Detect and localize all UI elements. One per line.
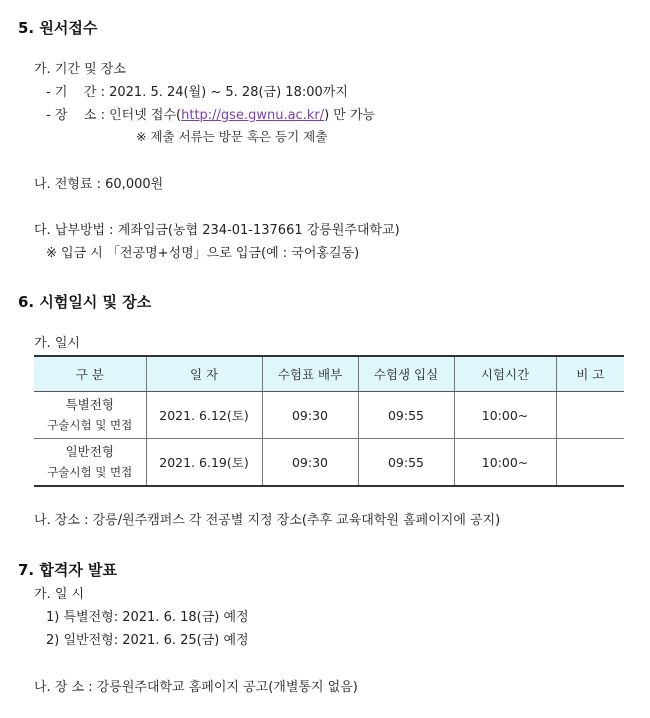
application-place	[46, 104, 375, 123]
exam-time-cell: 10:00~	[454, 439, 556, 487]
remarks-cell	[556, 392, 624, 439]
s7-date-heading: 가. 일 시	[34, 587, 85, 602]
table-row	[34, 392, 624, 439]
s5-period-place-heading: 가. 기간 및 장소	[34, 62, 126, 77]
website-link[interactable]: http://gse.gwnu.ac.kr/	[181, 108, 325, 123]
col-header-entry: 수험생 입실	[358, 356, 454, 392]
col-header-remarks: 비 고	[556, 356, 624, 392]
exam-place: 나. 장소 : 강릉/원주캠퍼스 각 전공별 지정 장소(추후 교육대학원 홈페이지에 공지)	[34, 513, 501, 528]
entry-cell: 09:55	[358, 439, 454, 487]
s6-date-heading: 가. 일시	[34, 336, 80, 351]
ticket-cell: 09:30	[262, 439, 358, 487]
table-header-row	[34, 356, 624, 392]
category-cell	[34, 392, 146, 439]
payment-note: ※ 입금 시 「전공명+성명」으로 입금(예 : 국어홍길동)	[46, 246, 360, 261]
col-header-category: 구 분	[34, 356, 146, 392]
category-type: 특별전형	[65, 397, 114, 412]
remarks-cell	[556, 439, 624, 487]
announcement-general: 2) 일반전형: 2021. 6. 25(금) 예정	[46, 633, 249, 648]
place-prefix: - 장 소 : 인터넷 접수(	[46, 108, 182, 123]
category-type: 일반전형	[65, 444, 114, 459]
date-cell: 2021. 6.19(토)	[146, 439, 262, 487]
section-5-title: 5. 원서접수	[18, 19, 98, 37]
section-7-title: 7. 합격자 발표	[18, 561, 118, 579]
application-fee: 나. 전형료 : 60,000원	[34, 177, 164, 192]
submission-note: ※ 제출 서류는 방문 혹은 등기 제출	[136, 129, 328, 144]
section-6-title: 6. 시험일시 및 장소	[18, 293, 152, 311]
application-period: - 기 간 : 2021. 5. 24(월) ~ 5. 28(금) 18:00까지	[46, 85, 348, 100]
announcement-place: 나. 장 소 : 강릉원주대학교 홈페이지 공고(개별통지 없음)	[34, 680, 358, 695]
place-suffix: ) 만 가능	[324, 108, 376, 123]
exam-time-cell: 10:00~	[454, 392, 556, 439]
payment-method: 다. 납부방법 : 계좌입금(농협 234-01-137661 강릉원주대학교)	[34, 223, 400, 238]
table-row	[34, 439, 624, 487]
ticket-cell: 09:30	[262, 392, 358, 439]
col-header-exam-time: 시험시간	[454, 356, 556, 392]
announcement-special: 1) 특별전형: 2021. 6. 18(금) 예정	[46, 610, 249, 625]
col-header-date: 일 자	[146, 356, 262, 392]
category-cell	[34, 439, 146, 487]
category-sub: 구술시험 및 면접	[47, 465, 133, 479]
entry-cell: 09:55	[358, 392, 454, 439]
category-sub: 구술시험 및 면접	[47, 418, 133, 432]
date-cell: 2021. 6.12(토)	[146, 392, 262, 439]
col-header-ticket: 수험표 배부	[262, 356, 358, 392]
exam-schedule-table	[34, 355, 624, 487]
